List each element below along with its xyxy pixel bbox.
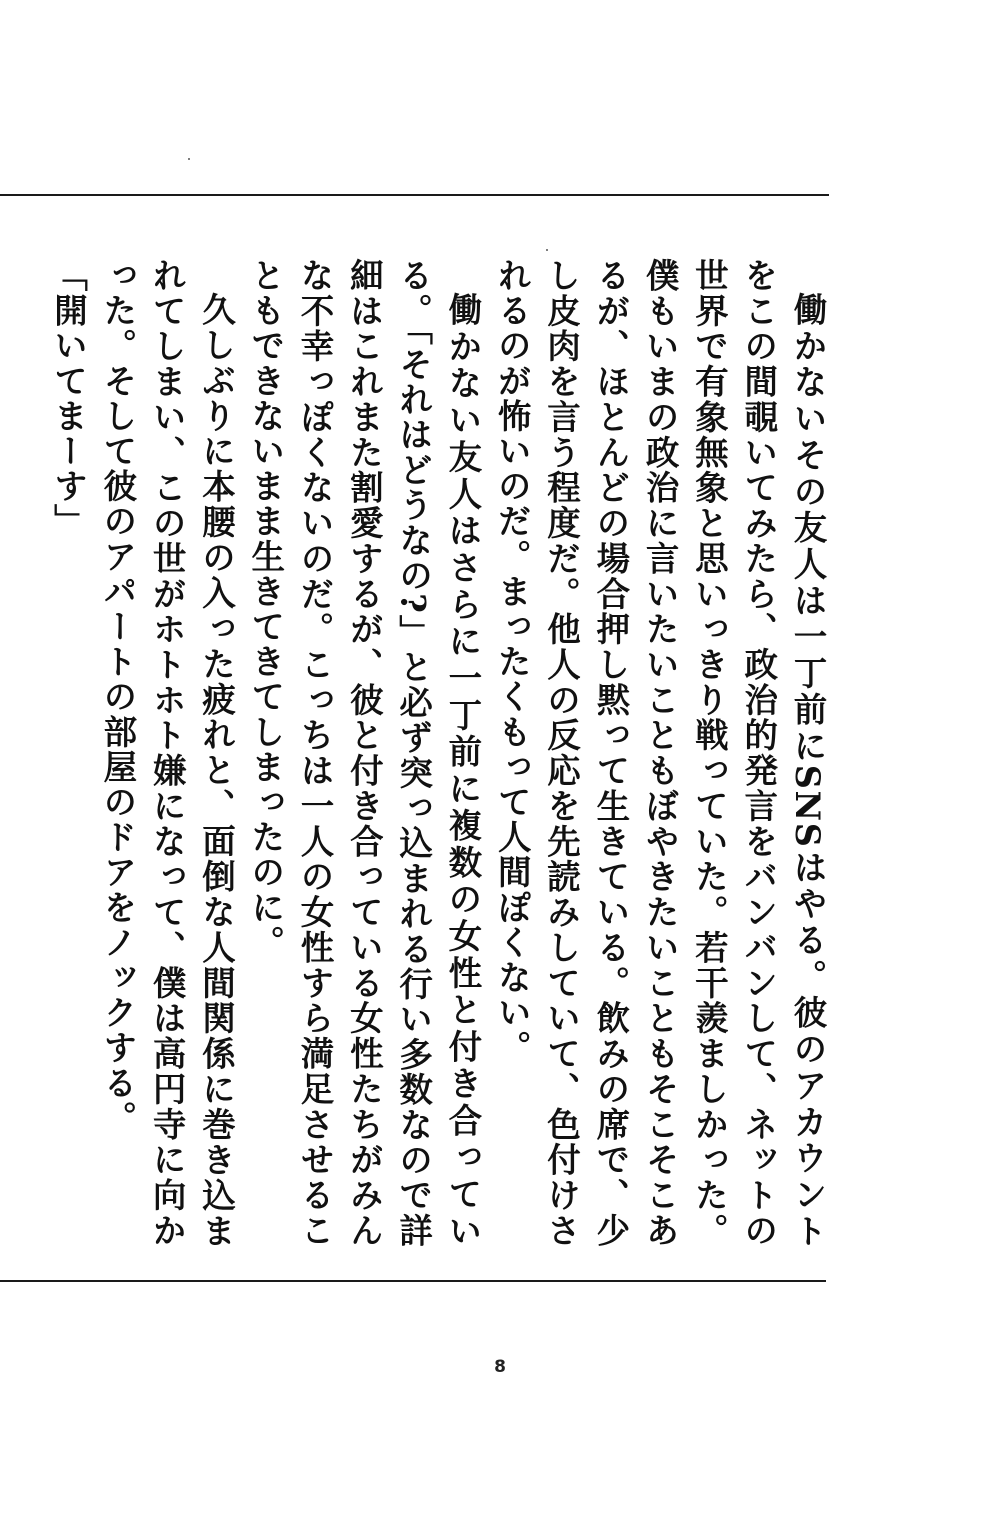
page-number: 8 xyxy=(494,1357,506,1377)
paragraph-1: 働かないその友人は一丁前にSNSはやる。彼のアカウントをこの間覗いてみたら、政治的発言をバンバンして、ネットの世界で有象無象と思いっきり戦っていた。若干羨ましかった。僕もいまの政治に言いたいこともぼやきたいこともそこそこあるが、ほとんどの場合押し黙って生きている。飲みの席で、少し皮肉を言う程度だ。他人の反応を先読みしていて、色付けされるのが怖いのだ。まったくもって人間ぽくない。 xyxy=(492,258,827,1248)
bottom-rule xyxy=(0,1280,826,1282)
vertical-body-text xyxy=(48,258,832,1248)
top-rule xyxy=(0,194,829,196)
paragraph-2: 働かない友人はさらに一丁前に複数の女性と付き合っている。「それはどうなの?」と必ず突っ込まれる行い多数なので詳細はこれまた割愛するが、彼と付き合っている女性たちがみんな不幸っぽくないのだ。こっちは一人の女性すら満足させることもできないまま生きてきてしまったのに。 xyxy=(245,258,482,1248)
scan-speck xyxy=(546,249,548,251)
paragraph-3: 久しぶりに本腰の入った疲れと、面倒な人間関係に巻き込まれてしまい、この世がホトホト嫌になって、僕は高円寺に向かった。そして彼のアパートの部屋のドアをノックする。 xyxy=(97,258,236,1248)
scan-speck xyxy=(188,158,190,160)
paragraph-4-dialogue: 「開いてまーす」 xyxy=(48,258,88,539)
